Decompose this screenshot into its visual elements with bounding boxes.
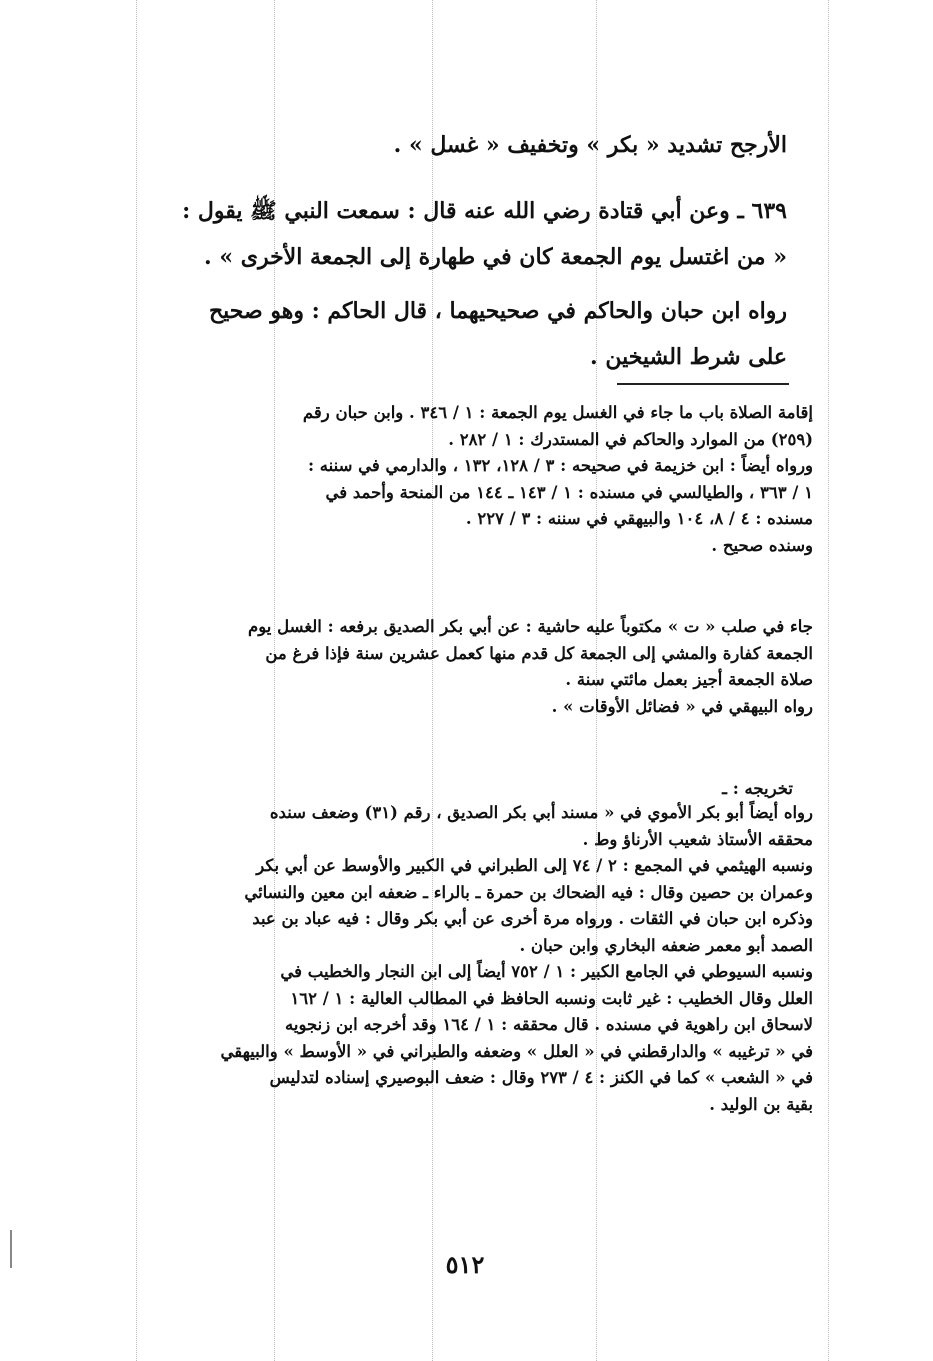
scan-gutter-line [828,0,829,1361]
text-line: على شرط الشيخين . [590,344,787,370]
footnote-line: العلل وقال الخطيب : غير ثابت ونسبه الحافظ في المطالب العالية : ١ / ١٦٢ [290,988,813,1008]
footnote-line: جاء في صلب « ت » مكتوباً عليه حاشية : عن أبي بكر الصديق برفعه : الغسل يوم [248,617,813,636]
footnote-line: رواه البيهقي في « فضائل الأوقات » . [551,696,813,716]
footnote-line: وذكره ابن حبان في الثقات . ورواه مرة أخرى عن أبي بكر وقال : فيه عباد بن عبد [252,909,813,928]
footnote-line: في « ترغيبه » والدارقطني في « العلل » وضعفه والطبراني في « الأوسط » والبيهقي [220,1041,813,1061]
text-line: ٦٣٩ ـ وعن أبي قتادة رضي الله عنه قال : سمعت النبي ﷺ يقول : [182,198,787,224]
footnote-line: لاسحاق ابن راهوية في مسنده . قال محققه : ١ / ١٦٤ وقد أخرجه ابن زنجويه [285,1015,813,1034]
page-number: ٥١٢ [445,1250,485,1279]
footnote-line: ونسبه الهيثمي في المجمع : ٢ / ٧٤ إلى الطبراني في الكبير والأوسط عن أبي بكر [256,856,813,875]
footnote-line: رواه أيضاً أبو بكر الأموي في « مسند أبي بكر الصديق ، رقم (٣١) وضعف سنده [269,803,813,822]
footnote-line: وعمران بن حصين وقال : فيه الضحاك بن حمرة ـ بالراء ـ ضعفه ابن معين والنسائي [244,882,813,902]
footnote-line: الجمعة كفارة والمشي إلى الجمعة كل قدم منها كعمل عشرين سنة فإذا فرغ من [265,643,813,663]
footnote-line: إقامة الصلاة باب ما جاء في الغسل يوم الجمعة : ١ / ٣٤٦ . وابن حبان رقم [302,403,813,422]
footnote-line: الصمد أبو معمر ضعفه البخاري وابن حبان . [519,935,813,955]
scan-edge-mark [10,1230,12,1268]
footnote-line: صلاة الجمعة أجيز بعمل مائتي سنة . [565,670,813,689]
narration-paragraph [147,288,787,380]
footnote-block [113,800,813,1118]
footnote-line: مسنده : ٤ / ٨، ١٠٤ والبيهقي في سننه : ٣ / ٢٢٧ . [465,509,813,528]
footnote-line: محققه الأستاذ شعيب الأرناؤ وط . [582,829,813,849]
text-line: رواه ابن حبان والحاكم في صحيحيهما ، قال الحاكم : وهو صحيح [208,298,787,324]
text-line: الأرجح تشديد « بكر » وتخفيف « غسل » . [393,132,787,158]
footnote-line: ورواه أيضاً : ابن خزيمة في صحيحه : ٣ / ١٢٨، ١٣٢ ، والدارمي في سننه : [307,456,813,475]
footnote-line: ونسبه السيوطي في الجامع الكبير : ١ / ٧٥٢ أيضاً إلى ابن النجار والخطيب في [280,962,813,981]
main-text-paragraph [147,122,787,168]
footnote-line: ١ / ٣٦٣ ، والطيالسي في مسنده : ١ / ١٤٣ ـ ١٤٤ من المنحة وأحمد في [325,482,813,502]
footnote-divider [617,383,789,385]
takhrij-heading: تخريجه : ـ [722,779,793,798]
footnote-line: وسنده صحيح . [711,535,813,555]
footnote-line: بقية بن الوليد . [709,1094,813,1114]
footnote-line: في « الشعب » كما في الكنز : ٤ / ٢٧٣ وقال : ضعف البوصيري إسناده لتدليس [269,1068,813,1087]
footnote-block [113,614,813,720]
footnote-line: (٢٥٩) من الموارد والحاكم في المستدرك : ١ / ٢٨٢ . [448,429,813,449]
text-line: « من اغتسل يوم الجمعة كان في طهارة إلى الجمعة الأخرى » . [204,244,787,270]
hadith-paragraph [147,188,787,280]
footnote-block [113,400,813,559]
